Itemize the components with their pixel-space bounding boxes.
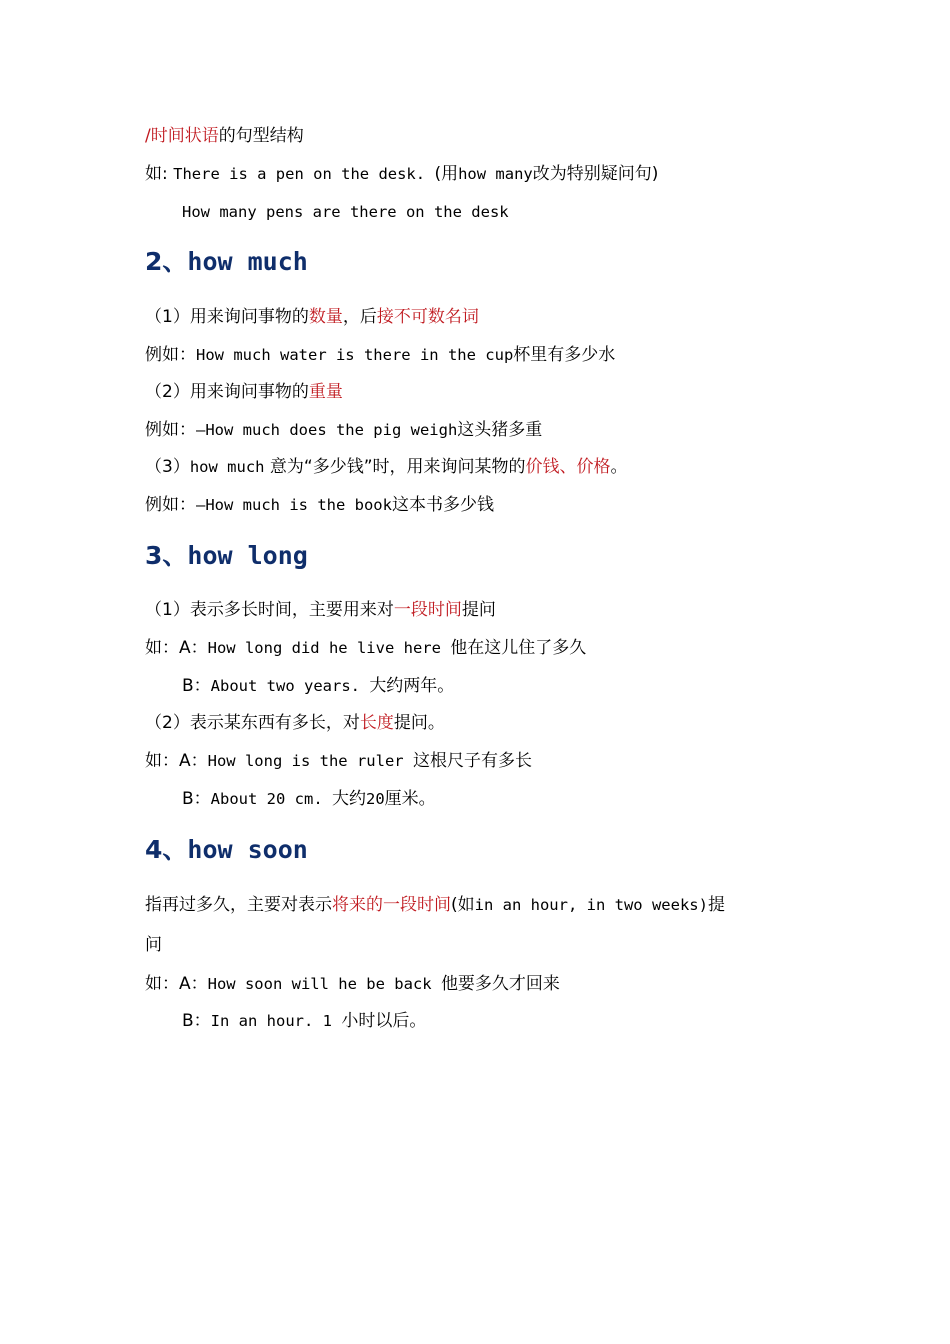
point-highlight: 接不可数名词 <box>376 307 479 327</box>
example-prefix: 如：A： <box>145 751 208 771</box>
section-heading-how-much <box>145 246 308 278</box>
example-prefix: 如: <box>145 164 174 184</box>
example-translation: 他要多久才回来 <box>440 974 560 994</box>
example-sentence: —How much does the pig weigh <box>196 421 458 439</box>
how-much-point-3 <box>145 455 628 479</box>
intro-example-line <box>145 162 658 186</box>
example-prefix: 如：A： <box>145 974 208 994</box>
example-sentence: In an hour. 1 <box>210 1012 342 1030</box>
heading-number: 3、 <box>145 541 188 570</box>
point-phrase: in an hour, in two weeks) <box>474 896 708 914</box>
example-sentence: How long is the ruler <box>207 752 413 770</box>
section-heading-how-soon <box>145 834 308 866</box>
example-prefix: B： <box>182 789 211 809</box>
example-sentence: How soon will he be back <box>207 975 441 993</box>
point-text: 问 <box>145 935 162 955</box>
example-sentence: How much water is there in the cup <box>196 346 514 364</box>
heading-text: how soon <box>187 835 308 864</box>
example-number: 20 <box>366 790 385 808</box>
example-translation: 大约两年。 <box>369 676 455 696</box>
how-much-example-1 <box>145 343 615 367</box>
point-highlight: 价钱、价格 <box>525 457 611 477</box>
how-soon-point-1-wrap <box>145 933 162 957</box>
point-text: 提 <box>707 895 725 915</box>
example-translation: 杯里有多少水 <box>513 345 616 365</box>
example-sentence: How long did he live here <box>207 639 451 657</box>
example-sentence: About two years. <box>210 677 370 695</box>
point-highlight: 长度 <box>359 713 394 733</box>
how-soon-example-1 <box>145 972 560 996</box>
how-long-example-2 <box>145 749 532 773</box>
example-translation: 小时以后。 <box>341 1011 427 1031</box>
heading-text: how long <box>187 541 308 570</box>
heading-number: 4、 <box>145 835 188 864</box>
how-long-answer-2 <box>182 787 436 811</box>
how-long-example-1 <box>145 636 586 660</box>
how-much-example-2 <box>145 418 542 442</box>
example-note-open: (用 <box>434 164 459 184</box>
section-heading-how-long <box>145 540 308 572</box>
point-highlight: 将来的一段时间 <box>332 895 451 915</box>
example-translation: 厘米。 <box>384 789 436 809</box>
example-prefix: B： <box>182 1011 211 1031</box>
point-text: （1）表示多长时间，主要用来对 <box>145 600 394 620</box>
point-text: 。 <box>610 457 628 477</box>
example-sentence: There is a pen on the desk. <box>173 165 435 183</box>
point-text: 指再过多久，主要对表示 <box>145 895 332 915</box>
point-text: （3） <box>145 457 190 477</box>
example-prefix: 例如： <box>145 345 196 365</box>
how-long-answer-1 <box>182 674 454 698</box>
intro-red-text: /时间状语 <box>145 126 219 146</box>
example-translation: 这头猪多重 <box>457 420 543 440</box>
point-text: ，后 <box>342 307 377 327</box>
heading-number: 2、 <box>145 247 188 276</box>
example-note-phrase: how many <box>458 165 533 183</box>
example-translation: 大约 <box>332 789 366 809</box>
example-sentence: About 20 cm. <box>210 790 332 808</box>
point-text: 提问 <box>461 600 496 620</box>
example-answer: How many pens are there on the desk <box>182 203 509 221</box>
how-soon-answer-1 <box>182 1009 426 1033</box>
intro-line-1 <box>145 124 304 148</box>
example-note-rest: 改为特别疑问句) <box>532 164 659 184</box>
point-text: （1）用来询问事物的 <box>145 307 309 327</box>
how-soon-point-1 <box>145 893 725 917</box>
example-translation: 这根尺子有多长 <box>412 751 532 771</box>
point-highlight: 数量 <box>308 307 343 327</box>
example-prefix: 例如： <box>145 495 196 515</box>
heading-text: how much <box>187 247 308 276</box>
how-long-point-1 <box>145 598 496 622</box>
point-text: (如 <box>451 895 475 915</box>
example-sentence: —How much is the book <box>196 496 392 514</box>
example-translation: 他在这儿住了多久 <box>450 638 587 658</box>
example-prefix: 如：A： <box>145 638 208 658</box>
how-much-point-2 <box>145 380 343 404</box>
point-text: （2）表示某东西有多长，对 <box>145 713 360 733</box>
how-much-example-3 <box>145 493 494 517</box>
point-text: 提问。 <box>393 713 445 733</box>
point-text: 意为“多少钱”时，用来询问某物的 <box>264 457 526 477</box>
how-long-point-2 <box>145 711 445 735</box>
how-much-point-1 <box>145 305 479 329</box>
example-translation: 这本书多少钱 <box>391 495 494 515</box>
example-prefix: B： <box>182 676 211 696</box>
point-highlight: 重量 <box>308 382 343 402</box>
intro-answer-line <box>182 200 509 224</box>
example-prefix: 例如： <box>145 420 196 440</box>
point-highlight: 一段时间 <box>393 600 462 620</box>
intro-text: 的句型结构 <box>218 126 304 146</box>
point-text: （2）用来询问事物的 <box>145 382 309 402</box>
point-phrase: how much <box>189 458 265 476</box>
